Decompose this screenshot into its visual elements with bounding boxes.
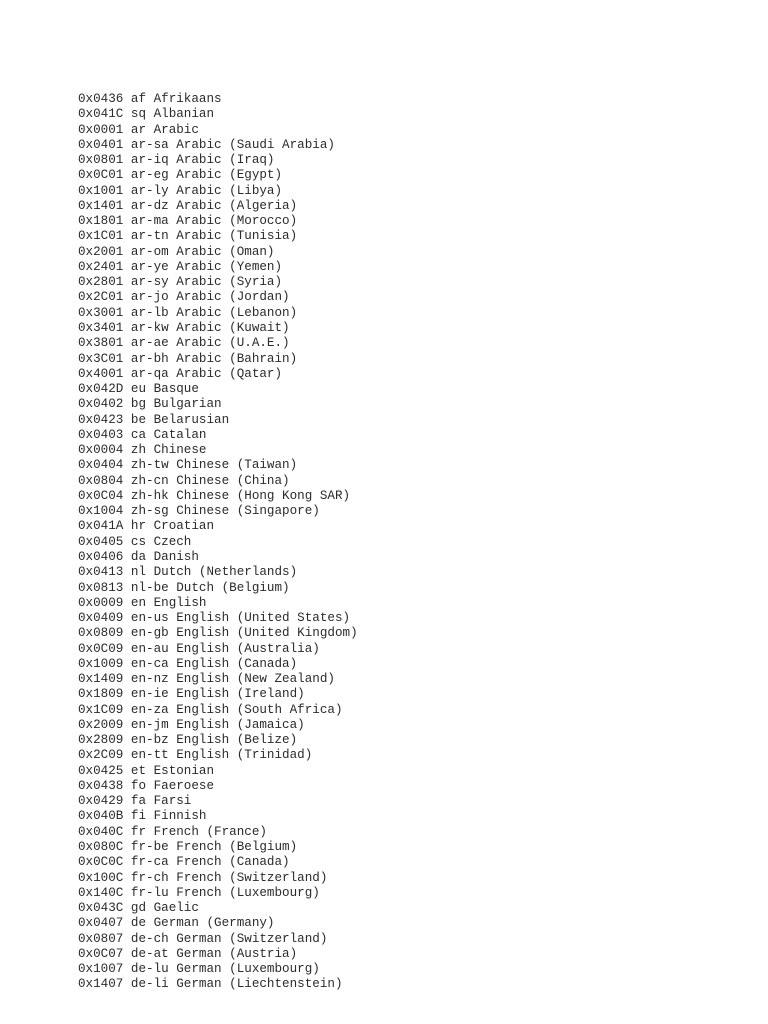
locale-line: 0x3001 ar-lb Arabic (Lebanon): [78, 305, 298, 320]
locale-line: 0x0402 bg Bulgarian: [78, 397, 222, 412]
locale-line: 0x0804 zh-cn Chinese (China): [78, 473, 290, 488]
locale-line: 0x2801 ar-sy Arabic (Syria): [78, 275, 283, 290]
locale-code-list: [78, 92, 358, 993]
locale-line: 0x041C sq Albanian: [78, 107, 215, 122]
locale-line: 0x040C fr French (France): [78, 824, 267, 839]
locale-line: 0x3C01 ar-bh Arabic (Bahrain): [78, 351, 298, 366]
locale-line: 0x1009 en-ca English (Canada): [78, 656, 298, 671]
locale-line: 0x140C fr-lu French (Luxembourg): [78, 885, 320, 900]
locale-line: 0x041A hr Croatian: [78, 519, 215, 534]
locale-line: 0x0406 da Danish: [78, 549, 199, 564]
locale-line: 0x3401 ar-kw Arabic (Kuwait): [78, 320, 290, 335]
locale-line: 0x0425 et Estonian: [78, 763, 215, 778]
locale-line: 0x0403 ca Catalan: [78, 427, 207, 442]
locale-line: 0x1407 de-li German (Liechtenstein): [78, 977, 343, 992]
locale-line: 0x0C01 ar-eg Arabic (Egypt): [78, 168, 283, 183]
locale-line: 0x0807 de-ch German (Switzerland): [78, 931, 328, 946]
locale-line: 0x2401 ar-ye Arabic (Yemen): [78, 259, 283, 274]
locale-line: 0x100C fr-ch French (Switzerland): [78, 870, 328, 885]
locale-line: 0x0C09 en-au English (Australia): [78, 641, 320, 656]
locale-line: 0x0813 nl-be Dutch (Belgium): [78, 580, 290, 595]
locale-line: 0x1007 de-lu German (Luxembourg): [78, 962, 320, 977]
locale-line: 0x1409 en-nz English (New Zealand): [78, 672, 335, 687]
locale-line: 0x0401 ar-sa Arabic (Saudi Arabia): [78, 137, 335, 152]
locale-line: 0x0438 fo Faeroese: [78, 778, 215, 793]
locale-line: 0x1C09 en-za English (South Africa): [78, 702, 343, 717]
locale-line: 0x0004 zh Chinese: [78, 443, 207, 458]
locale-line: 0x4001 ar-qa Arabic (Qatar): [78, 366, 283, 381]
locale-line: 0x1401 ar-dz Arabic (Algeria): [78, 198, 298, 213]
locale-line: 0x0429 fa Farsi: [78, 794, 192, 809]
locale-line: 0x0C07 de-at German (Austria): [78, 946, 298, 961]
locale-line: 0x0009 en English: [78, 595, 207, 610]
locale-line: 0x0C04 zh-hk Chinese (Hong Kong SAR): [78, 488, 351, 503]
locale-line: 0x0809 en-gb English (United Kingdom): [78, 626, 358, 641]
locale-line: 0x2C09 en-tt English (Trinidad): [78, 748, 313, 763]
locale-line: 0x0801 ar-iq Arabic (Iraq): [78, 153, 275, 168]
locale-line: 0x1C01 ar-tn Arabic (Tunisia): [78, 229, 298, 244]
locale-line: 0x1001 ar-ly Arabic (Libya): [78, 183, 283, 198]
locale-line: 0x040B fi Finnish: [78, 809, 207, 824]
locale-line: 0x0409 en-us English (United States): [78, 611, 351, 626]
locale-line: 0x1809 en-ie English (Ireland): [78, 687, 305, 702]
locale-line: 0x0C0C fr-ca French (Canada): [78, 855, 290, 870]
locale-line: 0x0436 af Afrikaans: [78, 92, 222, 106]
locale-line: 0x0405 cs Czech: [78, 534, 192, 549]
locale-line: 0x080C fr-be French (Belgium): [78, 840, 298, 855]
locale-line: 0x2C01 ar-jo Arabic (Jordan): [78, 290, 290, 305]
locale-line: 0x3801 ar-ae Arabic (U.A.E.): [78, 336, 290, 351]
locale-line: 0x043C gd Gaelic: [78, 901, 199, 916]
locale-line: 0x1004 zh-sg Chinese (Singapore): [78, 504, 320, 519]
locale-line: 0x0413 nl Dutch (Netherlands): [78, 565, 298, 580]
locale-line: 0x1801 ar-ma Arabic (Morocco): [78, 214, 298, 229]
locale-line: 0x0423 be Belarusian: [78, 412, 230, 427]
locale-line: 0x0404 zh-tw Chinese (Taiwan): [78, 458, 298, 473]
locale-line: 0x0407 de German (Germany): [78, 916, 275, 931]
locale-line: 0x2809 en-bz English (Belize): [78, 733, 298, 748]
locale-line: 0x0001 ar Arabic: [78, 122, 199, 137]
locale-line: 0x042D eu Basque: [78, 382, 199, 397]
locale-line: 0x2001 ar-om Arabic (Oman): [78, 244, 275, 259]
locale-line: 0x2009 en-jm English (Jamaica): [78, 717, 305, 732]
